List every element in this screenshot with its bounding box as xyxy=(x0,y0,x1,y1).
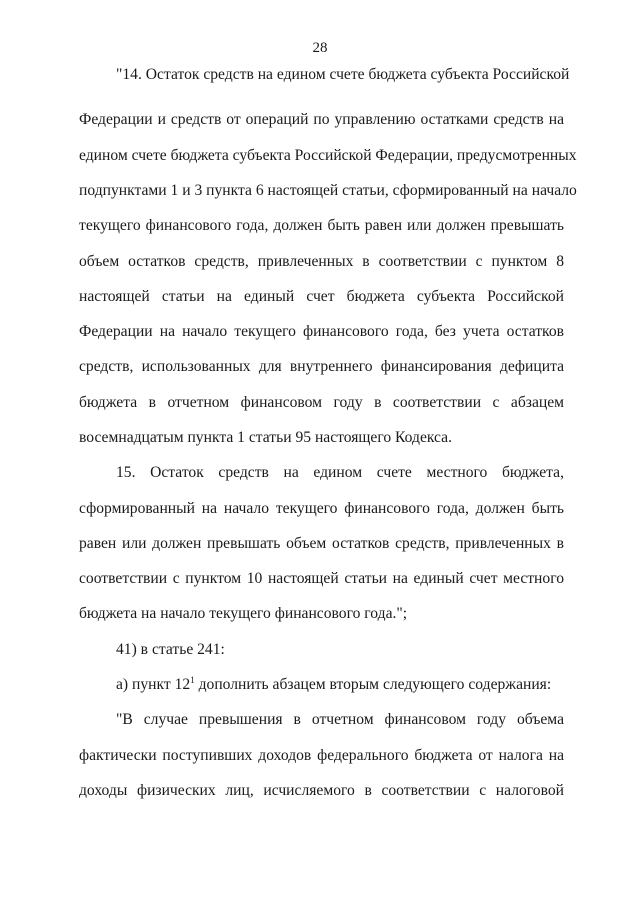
text-line: фактически поступивших доходов федерального бюджета от налога на xyxy=(79,747,564,764)
text-line: равен или должен превышать объем остатков средств, привлеченных в xyxy=(79,535,564,552)
text-line: сформированный на начало текущего финансового года, должен быть xyxy=(79,500,564,517)
item-a-superscript: 1 xyxy=(190,675,195,685)
text-line: настоящей статьи на единый счет бюджета субъекта Российской xyxy=(79,288,564,305)
text-line: едином счете бюджета субъекта Российской Федерации, предусмотренных xyxy=(79,147,577,164)
text-line: бюджета в отчетном финансовом году в соответствии с абзацем xyxy=(79,394,564,411)
text-line: восемнадцатым пункта 1 статьи 95 настоящего Кодекса. xyxy=(79,429,452,446)
item-41: 41) в статье 241: xyxy=(116,641,225,658)
text-line: средств, использованных для внутреннего финансирования дефицита xyxy=(79,358,564,375)
item-a-text: а) пункт 12 xyxy=(116,676,191,693)
text-line: доходы физических лиц, исчисляемого в соответствии с налоговой xyxy=(79,782,564,799)
text-line: Федерации и средств от операций по управлению остатками средств на xyxy=(79,111,564,128)
text-line: 15. Остаток средств на едином счете местного бюджета, xyxy=(116,464,564,481)
item-a xyxy=(79,675,564,695)
text-line: "14. Остаток средств на едином счете бюджета субъекта Российской xyxy=(116,66,570,83)
text-line: объем остатков средств, привлеченных в соответствии с пунктом 8 xyxy=(79,253,564,270)
text-line: подпунктами 1 и 3 пункта 6 настоящей статьи, сформированный на начало xyxy=(79,182,577,199)
text-line: "В случае превышения в отчетном финансовом году объема xyxy=(116,711,564,728)
item-a-text-rest: дополнить абзацем вторым следующего содержания: xyxy=(194,676,552,693)
text-line: бюджета на начало текущего финансового года."; xyxy=(79,605,408,622)
page-number: 28 xyxy=(312,40,328,56)
text-line: Федерации на начало текущего финансового года, без учета остатков xyxy=(79,323,564,340)
text-line: текущего финансового года, должен быть равен или должен превышать xyxy=(79,217,564,234)
text-line: соответствии с пунктом 10 настоящей статьи на единый счет местного xyxy=(79,570,564,587)
